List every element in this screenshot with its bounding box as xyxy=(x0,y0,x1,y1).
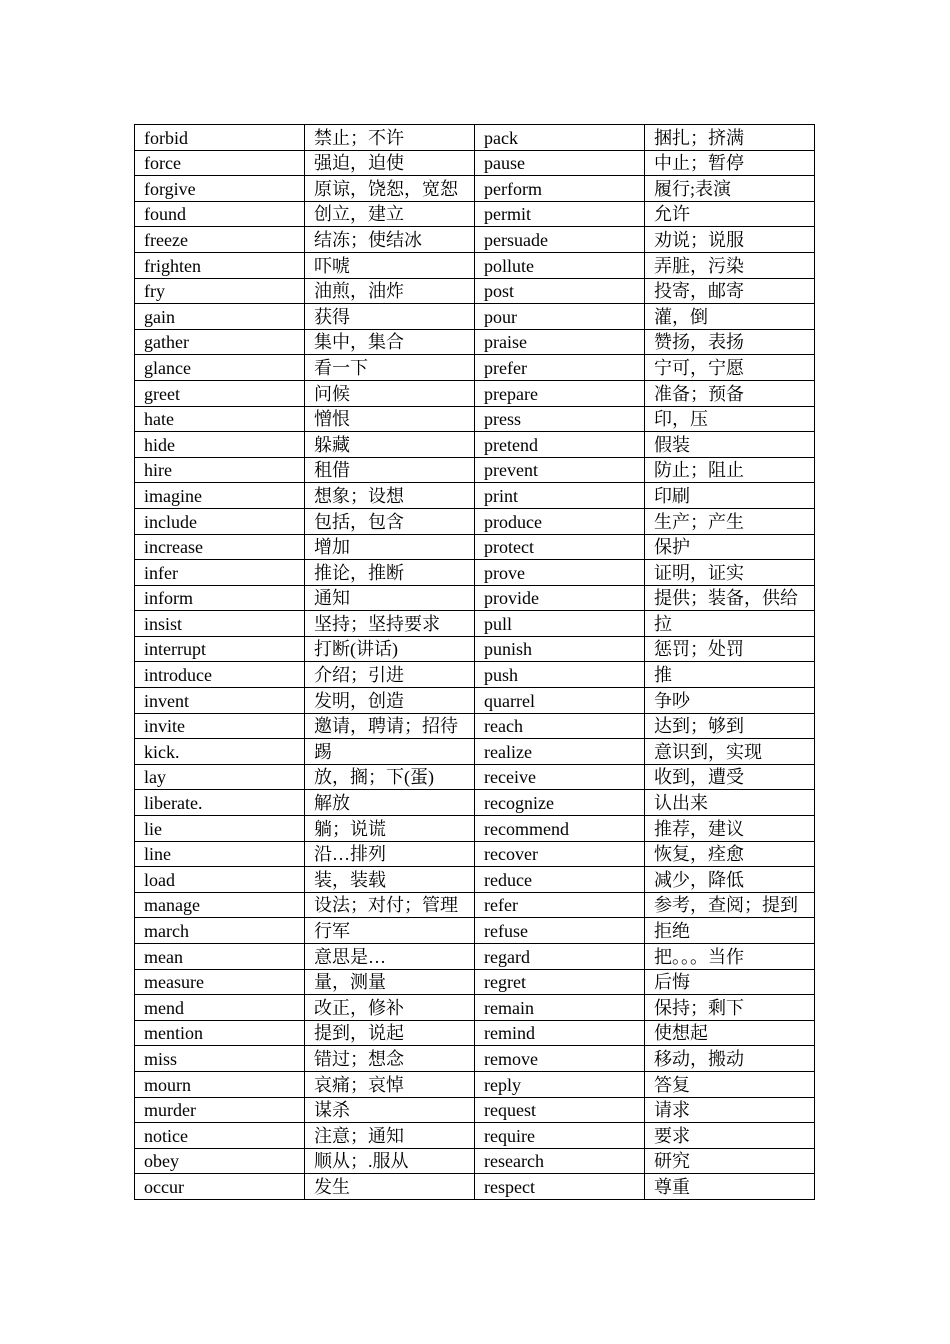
english-word-cell: pour xyxy=(475,304,645,330)
table-row xyxy=(135,227,815,253)
chinese-meaning-cell: 坚持；坚持要求 xyxy=(305,611,475,637)
table-row xyxy=(135,944,815,970)
english-word-cell: recommend xyxy=(475,816,645,842)
chinese-meaning-cell: 顺从；.服从 xyxy=(305,1148,475,1174)
table-row xyxy=(135,969,815,995)
table-row xyxy=(135,841,815,867)
english-word-cell: respect xyxy=(475,1174,645,1200)
chinese-meaning-cell: 行军 xyxy=(305,918,475,944)
table-row xyxy=(135,457,815,483)
english-word-cell: research xyxy=(475,1148,645,1174)
chinese-meaning-cell: 量，测量 xyxy=(305,969,475,995)
english-word-cell: pull xyxy=(475,611,645,637)
table-row xyxy=(135,585,815,611)
english-word-cell: receive xyxy=(475,764,645,790)
english-word-cell: hate xyxy=(135,406,305,432)
table-row xyxy=(135,1097,815,1123)
table-row xyxy=(135,380,815,406)
english-word-cell: notice xyxy=(135,1123,305,1149)
english-word-cell: remove xyxy=(475,1046,645,1072)
chinese-meaning-cell: 证明，证实 xyxy=(645,560,815,586)
chinese-meaning-cell: 推 xyxy=(645,662,815,688)
chinese-meaning-cell: 减少，降低 xyxy=(645,867,815,893)
english-word-cell: invite xyxy=(135,713,305,739)
english-word-cell: increase xyxy=(135,534,305,560)
table-row xyxy=(135,1071,815,1097)
chinese-meaning-cell: 结冻；使结冰 xyxy=(305,227,475,253)
chinese-meaning-cell: 介绍；引进 xyxy=(305,662,475,688)
english-word-cell: invent xyxy=(135,688,305,714)
english-word-cell: prevent xyxy=(475,457,645,483)
english-word-cell: persuade xyxy=(475,227,645,253)
english-word-cell: miss xyxy=(135,1046,305,1072)
table-row xyxy=(135,892,815,918)
english-word-cell: kick. xyxy=(135,739,305,765)
table-row xyxy=(135,150,815,176)
english-word-cell: pack xyxy=(475,125,645,151)
chinese-meaning-cell: 准备；预备 xyxy=(645,380,815,406)
english-word-cell: refer xyxy=(475,892,645,918)
chinese-meaning-cell: 沿…排列 xyxy=(305,841,475,867)
chinese-meaning-cell: 达到；够到 xyxy=(645,713,815,739)
english-word-cell: post xyxy=(475,278,645,304)
english-word-cell: lie xyxy=(135,816,305,842)
english-word-cell: prefer xyxy=(475,355,645,381)
english-word-cell: hire xyxy=(135,457,305,483)
english-word-cell: punish xyxy=(475,636,645,662)
english-word-cell: occur xyxy=(135,1174,305,1200)
english-word-cell: request xyxy=(475,1097,645,1123)
english-word-cell: infer xyxy=(135,560,305,586)
english-word-cell: hide xyxy=(135,432,305,458)
table-row xyxy=(135,636,815,662)
chinese-meaning-cell: 哀痛；哀悼 xyxy=(305,1071,475,1097)
english-word-cell: freeze xyxy=(135,227,305,253)
english-word-cell: insist xyxy=(135,611,305,637)
chinese-meaning-cell: 履行;表演 xyxy=(645,176,815,202)
table-row xyxy=(135,1020,815,1046)
english-word-cell: protect xyxy=(475,534,645,560)
table-row xyxy=(135,560,815,586)
chinese-meaning-cell: 允许 xyxy=(645,201,815,227)
english-word-cell: prepare xyxy=(475,380,645,406)
table-row xyxy=(135,1046,815,1072)
chinese-meaning-cell: 集中，集合 xyxy=(305,329,475,355)
table-row xyxy=(135,406,815,432)
english-word-cell: regret xyxy=(475,969,645,995)
table-row xyxy=(135,508,815,534)
english-word-cell: measure xyxy=(135,969,305,995)
english-word-cell: obey xyxy=(135,1148,305,1174)
chinese-meaning-cell: 装，装载 xyxy=(305,867,475,893)
english-word-cell: gather xyxy=(135,329,305,355)
english-word-cell: reply xyxy=(475,1071,645,1097)
english-word-cell: inform xyxy=(135,585,305,611)
english-word-cell: permit xyxy=(475,201,645,227)
english-word-cell: pretend xyxy=(475,432,645,458)
table-row xyxy=(135,278,815,304)
english-word-cell: interrupt xyxy=(135,636,305,662)
chinese-meaning-cell: 生产；产生 xyxy=(645,508,815,534)
table-row xyxy=(135,739,815,765)
chinese-meaning-cell: 躺；说谎 xyxy=(305,816,475,842)
chinese-meaning-cell: 中止；暂停 xyxy=(645,150,815,176)
english-word-cell: lay xyxy=(135,764,305,790)
chinese-meaning-cell: 捆扎；挤满 xyxy=(645,125,815,151)
english-word-cell: remain xyxy=(475,995,645,1021)
english-word-cell: require xyxy=(475,1123,645,1149)
chinese-meaning-cell: 研究 xyxy=(645,1148,815,1174)
chinese-meaning-cell: 改正，修补 xyxy=(305,995,475,1021)
english-word-cell: fry xyxy=(135,278,305,304)
english-word-cell: imagine xyxy=(135,483,305,509)
chinese-meaning-cell: 谋杀 xyxy=(305,1097,475,1123)
chinese-meaning-cell: 劝说；说服 xyxy=(645,227,815,253)
chinese-meaning-cell: 保护 xyxy=(645,534,815,560)
table-row xyxy=(135,995,815,1021)
chinese-meaning-cell: 移动，搬动 xyxy=(645,1046,815,1072)
chinese-meaning-cell: 问候 xyxy=(305,380,475,406)
chinese-meaning-cell: 请求 xyxy=(645,1097,815,1123)
english-word-cell: forgive xyxy=(135,176,305,202)
english-word-cell: reach xyxy=(475,713,645,739)
table-row xyxy=(135,611,815,637)
chinese-meaning-cell: 争吵 xyxy=(645,688,815,714)
english-word-cell: realize xyxy=(475,739,645,765)
chinese-meaning-cell: 包括，包含 xyxy=(305,508,475,534)
chinese-meaning-cell: 增加 xyxy=(305,534,475,560)
english-word-cell: pollute xyxy=(475,252,645,278)
chinese-meaning-cell: 要求 xyxy=(645,1123,815,1149)
table-row xyxy=(135,355,815,381)
chinese-meaning-cell: 拒绝 xyxy=(645,918,815,944)
english-word-cell: recognize xyxy=(475,790,645,816)
chinese-meaning-cell: 打断(讲话) xyxy=(305,636,475,662)
chinese-meaning-cell: 邀请，聘请；招待 xyxy=(305,713,475,739)
table-row xyxy=(135,304,815,330)
table-row xyxy=(135,764,815,790)
chinese-meaning-cell: 拉 xyxy=(645,611,815,637)
english-word-cell: reduce xyxy=(475,867,645,893)
chinese-meaning-cell: 原谅，饶恕，宽恕 xyxy=(305,176,475,202)
chinese-meaning-cell: 赞扬，表扬 xyxy=(645,329,815,355)
chinese-meaning-cell: 印，压 xyxy=(645,406,815,432)
english-word-cell: force xyxy=(135,150,305,176)
english-word-cell: prove xyxy=(475,560,645,586)
english-word-cell: mention xyxy=(135,1020,305,1046)
english-word-cell: refuse xyxy=(475,918,645,944)
chinese-meaning-cell: 发明，创造 xyxy=(305,688,475,714)
english-word-cell: load xyxy=(135,867,305,893)
chinese-meaning-cell: 推论，推断 xyxy=(305,560,475,586)
chinese-meaning-cell: 保持；剩下 xyxy=(645,995,815,1021)
chinese-meaning-cell: 获得 xyxy=(305,304,475,330)
english-word-cell: pause xyxy=(475,150,645,176)
chinese-meaning-cell: 投寄，邮寄 xyxy=(645,278,815,304)
english-word-cell: forbid xyxy=(135,125,305,151)
table-row xyxy=(135,176,815,202)
chinese-meaning-cell: 解放 xyxy=(305,790,475,816)
table-row xyxy=(135,867,815,893)
chinese-meaning-cell: 使想起 xyxy=(645,1020,815,1046)
english-word-cell: murder xyxy=(135,1097,305,1123)
english-word-cell: praise xyxy=(475,329,645,355)
chinese-meaning-cell: 想象；设想 xyxy=(305,483,475,509)
chinese-meaning-cell: 灌，倒 xyxy=(645,304,815,330)
chinese-meaning-cell: 错过；想念 xyxy=(305,1046,475,1072)
vocabulary-table-body xyxy=(135,125,815,1200)
table-row xyxy=(135,816,815,842)
chinese-meaning-cell: 发生 xyxy=(305,1174,475,1200)
chinese-meaning-cell: 惩罚；处罚 xyxy=(645,636,815,662)
chinese-meaning-cell: 设法；对付；管理 xyxy=(305,892,475,918)
table-row xyxy=(135,790,815,816)
table-row xyxy=(135,688,815,714)
english-word-cell: quarrel xyxy=(475,688,645,714)
chinese-meaning-cell: 把。。。当作 xyxy=(645,944,815,970)
chinese-meaning-cell: 提供；装备，供给 xyxy=(645,585,815,611)
english-word-cell: greet xyxy=(135,380,305,406)
chinese-meaning-cell: 后悔 xyxy=(645,969,815,995)
chinese-meaning-cell: 通知 xyxy=(305,585,475,611)
english-word-cell: mend xyxy=(135,995,305,1021)
english-word-cell: remind xyxy=(475,1020,645,1046)
chinese-meaning-cell: 憎恨 xyxy=(305,406,475,432)
chinese-meaning-cell: 推荐，建议 xyxy=(645,816,815,842)
chinese-meaning-cell: 恢复，痊愈 xyxy=(645,841,815,867)
english-word-cell: recover xyxy=(475,841,645,867)
chinese-meaning-cell: 油煎，油炸 xyxy=(305,278,475,304)
chinese-meaning-cell: 意识到，实现 xyxy=(645,739,815,765)
chinese-meaning-cell: 注意；通知 xyxy=(305,1123,475,1149)
chinese-meaning-cell: 吓唬 xyxy=(305,252,475,278)
english-word-cell: frighten xyxy=(135,252,305,278)
english-word-cell: press xyxy=(475,406,645,432)
chinese-meaning-cell: 答复 xyxy=(645,1071,815,1097)
table-row xyxy=(135,201,815,227)
chinese-meaning-cell: 踢 xyxy=(305,739,475,765)
chinese-meaning-cell: 意思是… xyxy=(305,944,475,970)
chinese-meaning-cell: 收到，遭受 xyxy=(645,764,815,790)
chinese-meaning-cell: 躲藏 xyxy=(305,432,475,458)
english-word-cell: provide xyxy=(475,585,645,611)
chinese-meaning-cell: 宁可，宁愿 xyxy=(645,355,815,381)
table-row xyxy=(135,662,815,688)
english-word-cell: liberate. xyxy=(135,790,305,816)
table-row xyxy=(135,125,815,151)
chinese-meaning-cell: 参考，查阅；提到 xyxy=(645,892,815,918)
table-row xyxy=(135,252,815,278)
english-word-cell: produce xyxy=(475,508,645,534)
table-row xyxy=(135,483,815,509)
chinese-meaning-cell: 租借 xyxy=(305,457,475,483)
chinese-meaning-cell: 强迫，迫使 xyxy=(305,150,475,176)
table-row xyxy=(135,1148,815,1174)
english-word-cell: print xyxy=(475,483,645,509)
table-row xyxy=(135,329,815,355)
chinese-meaning-cell: 创立，建立 xyxy=(305,201,475,227)
english-word-cell: march xyxy=(135,918,305,944)
english-word-cell: mean xyxy=(135,944,305,970)
english-word-cell: perform xyxy=(475,176,645,202)
chinese-meaning-cell: 提到，说起 xyxy=(305,1020,475,1046)
english-word-cell: regard xyxy=(475,944,645,970)
table-row xyxy=(135,534,815,560)
chinese-meaning-cell: 看一下 xyxy=(305,355,475,381)
chinese-meaning-cell: 防止；阻止 xyxy=(645,457,815,483)
table-row xyxy=(135,918,815,944)
english-word-cell: manage xyxy=(135,892,305,918)
table-row xyxy=(135,1174,815,1200)
chinese-meaning-cell: 弄脏，污染 xyxy=(645,252,815,278)
table-row xyxy=(135,713,815,739)
english-word-cell: push xyxy=(475,662,645,688)
english-word-cell: include xyxy=(135,508,305,534)
chinese-meaning-cell: 认出来 xyxy=(645,790,815,816)
chinese-meaning-cell: 尊重 xyxy=(645,1174,815,1200)
english-word-cell: found xyxy=(135,201,305,227)
english-word-cell: introduce xyxy=(135,662,305,688)
chinese-meaning-cell: 放，搁；下(蛋) xyxy=(305,764,475,790)
table-row xyxy=(135,1123,815,1149)
english-word-cell: mourn xyxy=(135,1071,305,1097)
chinese-meaning-cell: 假装 xyxy=(645,432,815,458)
english-word-cell: line xyxy=(135,841,305,867)
english-word-cell: glance xyxy=(135,355,305,381)
chinese-meaning-cell: 禁止；不许 xyxy=(305,125,475,151)
table-row xyxy=(135,432,815,458)
english-word-cell: gain xyxy=(135,304,305,330)
vocabulary-table xyxy=(134,124,815,1200)
chinese-meaning-cell: 印刷 xyxy=(645,483,815,509)
